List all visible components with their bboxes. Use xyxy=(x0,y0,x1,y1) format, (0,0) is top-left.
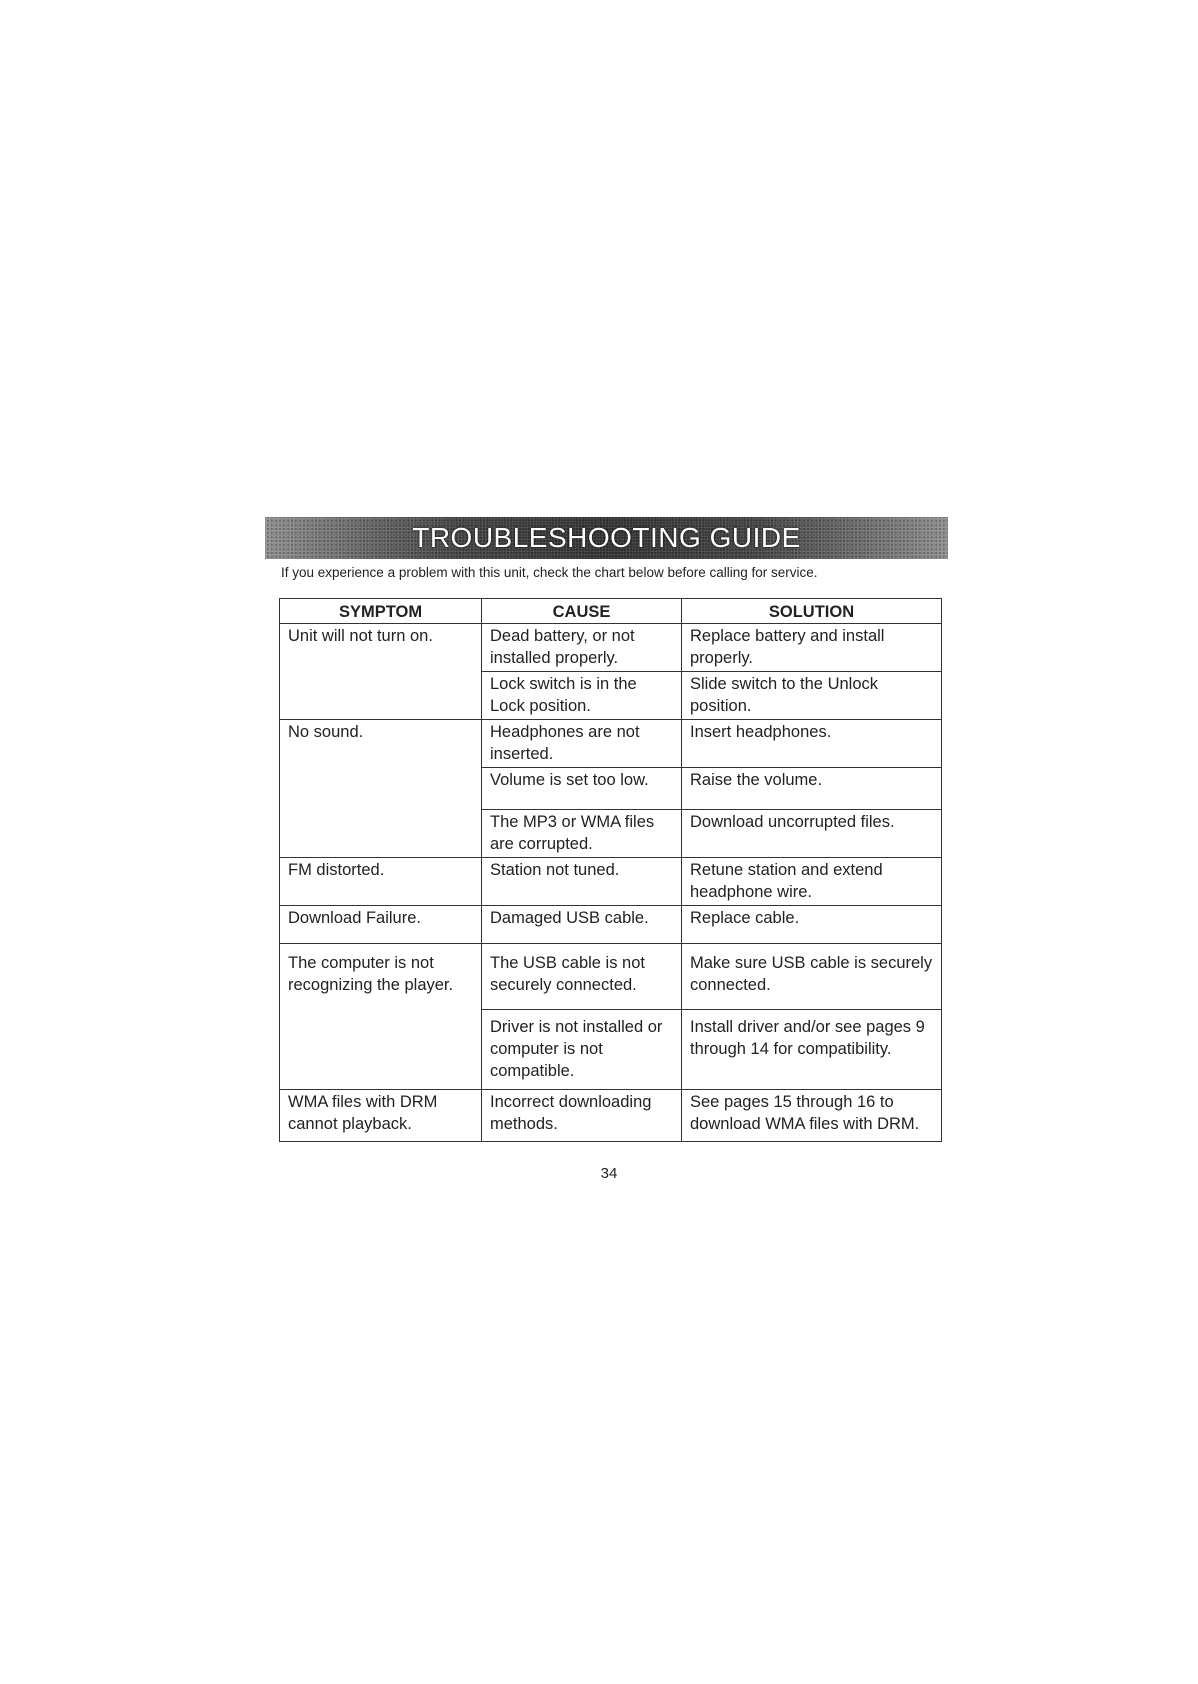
troubleshooting-table xyxy=(279,598,942,1142)
intro-text: If you experience a problem with this unit, check the chart below before calling for service. xyxy=(281,565,818,580)
section-banner xyxy=(265,517,948,559)
table-row xyxy=(280,1090,942,1142)
symptom-cell: FM distorted. xyxy=(280,858,482,906)
cause-cell: Dead battery, or not installed properly. xyxy=(482,624,682,672)
cause-cell: Volume is set too low. xyxy=(482,768,682,810)
symptom-cell: The computer is not recognizing the player. xyxy=(280,944,482,1090)
cause-cell: Station not tuned. xyxy=(482,858,682,906)
table-row xyxy=(280,906,942,944)
cause-cell: The USB cable is not securely connected. xyxy=(482,944,682,1010)
cause-cell: Incorrect downloading methods. xyxy=(482,1090,682,1142)
symptom-cell: No sound. xyxy=(280,720,482,858)
symptom-cell: Unit will not turn on. xyxy=(280,624,482,720)
solution-cell: Insert headphones. xyxy=(682,720,942,768)
table-row xyxy=(280,720,942,768)
solution-cell: Slide switch to the Unlock position. xyxy=(682,672,942,720)
solution-cell: See pages 15 through 16 to download WMA files with DRM. xyxy=(682,1090,942,1142)
table-row xyxy=(280,858,942,906)
cause-cell: Damaged USB cable. xyxy=(482,906,682,944)
header-solution: SOLUTION xyxy=(682,599,942,624)
solution-cell: Raise the volume. xyxy=(682,768,942,810)
page-number: 34 xyxy=(600,1165,618,1182)
solution-cell: Retune station and extend headphone wire. xyxy=(682,858,942,906)
cause-cell: The MP3 or WMA files are corrupted. xyxy=(482,810,682,858)
section-title: TROUBLESHOOTING GUIDE xyxy=(412,522,801,553)
solution-cell: Replace cable. xyxy=(682,906,942,944)
solution-cell: Download uncorrupted files. xyxy=(682,810,942,858)
table-row xyxy=(280,944,942,1010)
table-header-row xyxy=(280,599,942,624)
header-cause: CAUSE xyxy=(482,599,682,624)
table-row xyxy=(280,624,942,672)
cause-cell: Headphones are not inserted. xyxy=(482,720,682,768)
symptom-cell: WMA files with DRM cannot playback. xyxy=(280,1090,482,1142)
cause-cell: Driver is not installed or computer is not compatible. xyxy=(482,1010,682,1090)
solution-cell: Replace battery and install properly. xyxy=(682,624,942,672)
solution-cell: Make sure USB cable is securely connected. xyxy=(682,944,942,1010)
solution-cell: Install driver and/or see pages 9 through 14 for compatibility. xyxy=(682,1010,942,1090)
symptom-cell: Download Failure. xyxy=(280,906,482,944)
cause-cell: Lock switch is in the Lock position. xyxy=(482,672,682,720)
header-symptom: SYMPTOM xyxy=(280,599,482,624)
